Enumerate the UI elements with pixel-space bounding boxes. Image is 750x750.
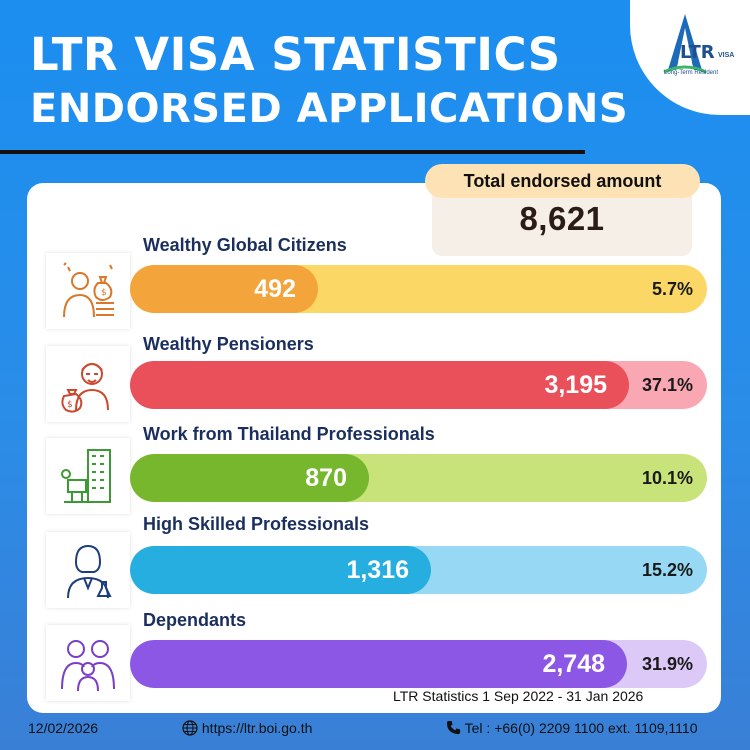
bar-track — [130, 454, 707, 502]
bar-percent-label: 37.1% — [641, 375, 693, 395]
category-icon-box — [46, 438, 130, 514]
total-value: 8,621 — [519, 200, 605, 237]
bar-track — [130, 546, 707, 594]
stats-card — [27, 183, 721, 713]
footer-date: 12/02/2026 — [28, 720, 99, 736]
category-icon-box — [46, 625, 130, 701]
logo-main-text: LTR — [680, 42, 715, 63]
logo-subtitle: Long-Term Resident — [664, 70, 719, 76]
category-label: Wealthy Pensioners — [143, 334, 314, 354]
phone-icon — [446, 720, 461, 735]
bar-track — [130, 640, 707, 688]
bar-percent-label: 5.7% — [651, 279, 693, 299]
category-label: Work from Thailand Professionals — [143, 424, 435, 444]
bar-track — [130, 265, 707, 313]
bar-track — [130, 361, 707, 409]
bar-percent-label: 31.9% — [641, 654, 693, 674]
category-label: High Skilled Professionals — [143, 514, 370, 534]
footer-phone — [446, 720, 698, 736]
category-icon-box — [46, 532, 130, 608]
category-icon-box — [46, 253, 130, 329]
bar-percent-label: 15.2% — [641, 560, 693, 580]
bar-value-label: 1,316 — [346, 556, 409, 584]
title-line-2: ENDORSED APPLICATIONS — [30, 86, 629, 132]
footer-website[interactable] — [182, 720, 312, 736]
title-line-1: LTR VISA STATISTICS — [30, 28, 561, 81]
office-building-icon — [58, 444, 118, 508]
scientist-icon — [58, 538, 118, 602]
bar-value-label: 3,195 — [544, 371, 607, 399]
page-title — [30, 28, 630, 136]
money-bags-person-icon — [58, 259, 118, 323]
category-icon-box — [46, 346, 130, 422]
stats-date-range: LTR Statistics 1 Sep 2022 - 31 Jan 2026 — [393, 688, 644, 704]
category-label: Wealthy Global Citizens — [143, 235, 347, 255]
total-label: Total endorsed amount — [425, 164, 700, 198]
bar-value-label: 492 — [254, 275, 296, 303]
svg-text:$: $ — [101, 288, 107, 298]
bar-value-label: 2,748 — [542, 650, 605, 678]
family-icon — [58, 631, 118, 695]
globe-icon — [182, 720, 198, 736]
title-divider — [0, 150, 585, 154]
bar-value-label: 870 — [305, 464, 347, 492]
pensioner-icon — [58, 352, 118, 416]
website-link[interactable]: https://ltr.boi.go.th — [201, 720, 313, 736]
category-label: Dependants — [143, 610, 247, 630]
svg-text:$: $ — [67, 400, 73, 410]
phone-text: Tel : +66(0) 2209 1100 ext. 1109,1110 — [464, 720, 698, 736]
bar-percent-label: 10.1% — [641, 468, 693, 488]
logo-visa-text: VISA — [718, 52, 735, 59]
